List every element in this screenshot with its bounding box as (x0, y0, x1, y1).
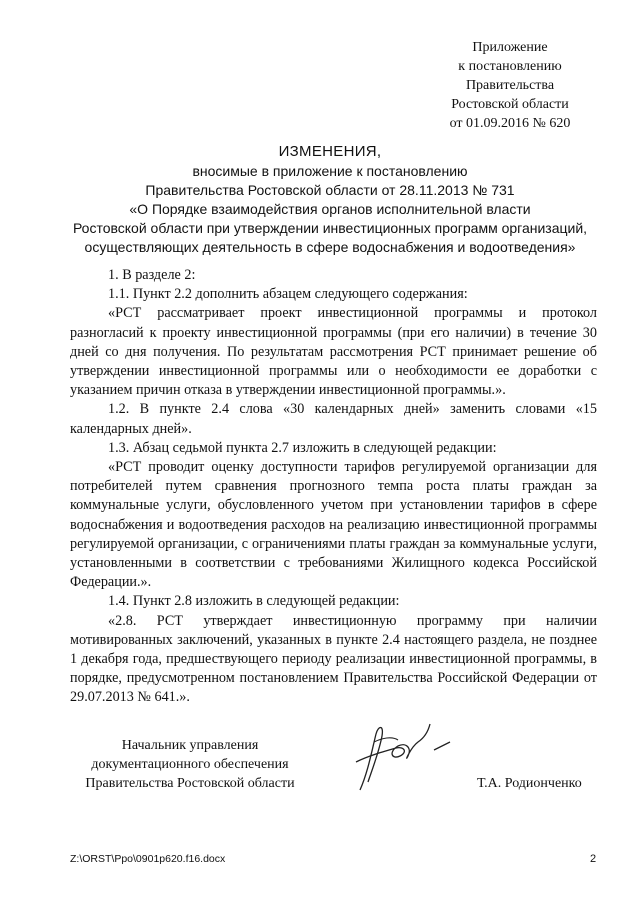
handwritten-signature (338, 712, 458, 802)
appendix-line: Ростовской области (451, 97, 569, 112)
paragraph: 1.1. Пункт 2.2 дополнить абзацем следующего содержания: (108, 286, 468, 303)
document-body (70, 266, 597, 708)
document-heading (60, 142, 600, 257)
appendix-reference (420, 38, 600, 133)
position-line: документационного обеспечения (91, 757, 289, 772)
paragraph: «РСТ рассматривает проект инвестиционной программы и протокол разногласий к проекту инвестиционной программы (при его наличии) в течение 30 дней со дня получения. По результатам рассмотрения РСТ принимает решение об утверждении инвестиционной программы или о необходимости ее доработки с указанием причин отказа в утверждении инвестиционной программы.». (70, 305, 597, 399)
heading-line: осуществляющих деятельность в сфере водоснабжения и водоотведения» (84, 239, 576, 255)
appendix-line: Приложение (472, 40, 548, 55)
signatory-name: Т.А. Родионченко (477, 776, 582, 791)
appendix-line: к постановлению (458, 59, 562, 74)
paragraph: 1. В разделе 2: (108, 267, 196, 283)
paragraph: 1.3. Абзац седьмой пункта 2.7 изложить в следующей редакции: (108, 439, 497, 456)
paragraph: «2.8. РСТ утверждает инвестиционную программу при наличии мотивированных заключений, указанных в пункте 2.4 настоящего раздела, не позднее 1 декабря года, предшествующего периоду реализации инвестиционной программы, в порядке, предусмотренном постановлением Правительства Российской Федерации от 29.07.2013 № 641.». (70, 612, 597, 706)
position-line: Начальник управления (121, 738, 259, 753)
appendix-line: Правительства (465, 78, 555, 93)
document-title: ИЗМЕНЕНИЯ, (278, 143, 382, 160)
appendix-line: от 01.09.2016 № 620 (449, 116, 571, 131)
page-number: 2 (590, 853, 597, 865)
signatory-position (70, 736, 310, 793)
file-path: Z:\ORST\Ppo\0901p620.f16.docx (70, 853, 226, 865)
paragraph: «РСТ проводит оценку доступности тарифов регулируемой организации для потребителей путем сравнения прогнозного темпа роста платы граждан за коммунальные услуги, обусловленного учетом при установлении тарифов в сфере водоснабжения и водоотведения расходов на реализацию инвестиционной программы регулируемой организации, с ограничениями платы граждан за коммунальные услуги, установленными в соответствии с требованиями Жилищного кодекса Российской Федерации.». (70, 459, 597, 591)
position-line: Правительства Ростовской области (85, 776, 295, 791)
heading-line: вносимые в приложение к постановлению (192, 163, 468, 179)
heading-line: Правительства Ростовской области от 28.11.2013 № 731 (145, 182, 515, 198)
heading-line: Ростовской области при утверждении инвестиционных программ организаций, (72, 220, 588, 236)
heading-line: «О Порядке взаимодействия органов исполнительной власти (129, 201, 531, 217)
paragraph: 1.2. В пункте 2.4 слова «30 календарных дней» заменить словами «15 календарных дней». (70, 401, 597, 437)
paragraph: 1.4. Пункт 2.8 изложить в следующей редакции: (108, 593, 400, 610)
